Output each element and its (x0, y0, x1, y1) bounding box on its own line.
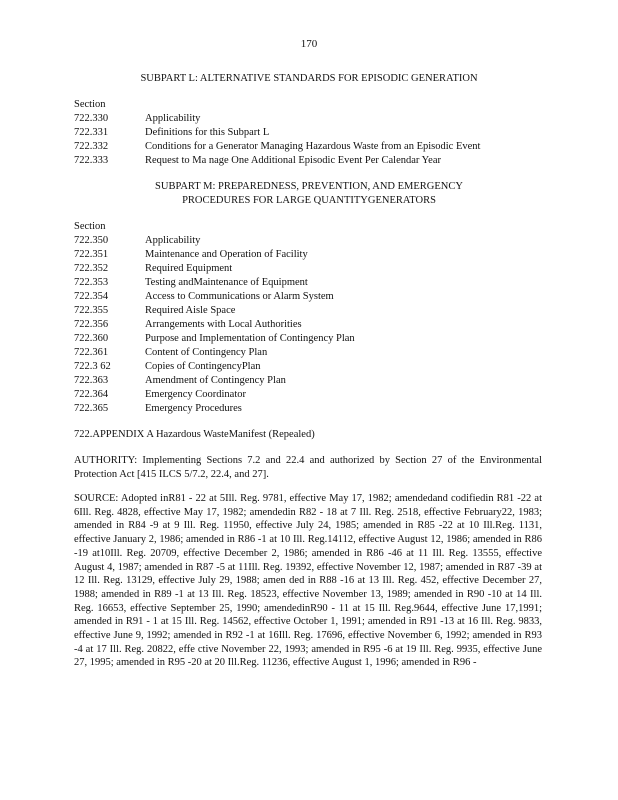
section-number: 722.363 (74, 375, 109, 386)
section-title: Arrangements with Local Authorities (145, 319, 302, 330)
subpart-l-table-of-contents (74, 98, 480, 168)
section-number: 722.354 (74, 291, 109, 302)
subpart-m-heading-line2: PROCEDURES FOR LARGE QUANTITYGENERATORS (182, 195, 436, 206)
section-title: Amendment of Contingency Plan (145, 375, 286, 386)
section-title: Access to Communications or Alarm System (145, 291, 334, 302)
section-number: 722.330 (74, 113, 109, 124)
section-title: Content of Contingency Plan (145, 347, 268, 358)
section-label: Section (74, 221, 106, 232)
section-number: 722.351 (74, 249, 109, 260)
section-number: 722.350 (74, 235, 109, 246)
toc-row (74, 262, 355, 276)
toc-row (74, 112, 480, 126)
section-title: Emergency Procedures (145, 403, 242, 414)
section-title: Conditions for a Generator Managing Hazardous Waste from an Episodic Event (145, 141, 481, 152)
toc-row (74, 154, 480, 168)
section-number: 722.352 (74, 263, 109, 274)
section-title: Maintenance and Operation of Facility (145, 249, 308, 260)
toc-row (74, 388, 355, 402)
section-number: 722.332 (74, 141, 109, 152)
section-number: 722.355 (74, 305, 109, 316)
subpart-m-table-of-contents (74, 220, 355, 416)
toc-row (74, 360, 355, 374)
section-title: Testing andMaintenance of Equipment (145, 277, 308, 288)
section-title: Applicability (145, 113, 201, 124)
section-number: 722.333 (74, 155, 109, 166)
toc-row (74, 126, 480, 140)
toc-row (74, 402, 355, 416)
section-title: Purpose and Implementation of Contingency Plan (145, 333, 355, 344)
toc-row (74, 290, 355, 304)
source-note: SOURCE: Adopted inR81 - 22 at 5Ill. Reg. 9781, effective May 17, 1982; amendedand codifiedin R81 -22 at 6Ill. Reg. 4828, effective May 17, 1982; amendedin R82 - 18 at 7 Ill. Reg. 2518, effective February22, 1983; amended in R84 -9 at 9 Ill. Reg. 11950, effective July 24, 1985; amended in R85 -22 at 10 Ill.Reg. 1131, effective January 2, 1986; amended in R86 -1 at 10 Ill. Reg.14112, effective August 12, 1986; amended in R86 -19 at10Ill. Reg. 20709, effective December 2, 1986; amended in R86 -46 at 11 Ill. Reg. 13555, effective August 4, 1987; amended in R87 -5 at 11Ill. Reg. 19392, effective November 12, 1987; amended in R87 -39 at 12 Ill. Reg. 13129, effective July 29, 1988; amen ded in R88 -16 at 13 Ill. Reg. 452, effective December 27, 1988; amended in R89 -1 at 13 Ill. Reg. 18523, effective November 13, 1989; amended in R90 -10 at 14 Ill. Reg. 16653, effective September 25, 1990; amendedinR90 - 11 at 15 Ill. Reg.9644, effective June 17,1991; amended in R91 - 1 at 15 Ill. Reg. 14562, effective October 1, 1991; amended in R91 -13 at 16 Ill. Reg. 9833, effective June 9, 1992; amended in R92 -1 at 16Ill. Reg. 17696, effective November 6, 1992; amended in R93 -4 at 17 Ill. Reg. 20822, effe ctive November 22, 1993; amended in R95 -6 at 19 Ill. Reg. 9935, effective June 27, 1995; amended in R95 -20 at 20 Ill.Reg. 11236, effective August 1, 1996; amended in R96 - (74, 493, 542, 669)
toc-row (74, 346, 355, 360)
section-number: 722.3 62 (74, 361, 111, 372)
section-title: Required Aisle Space (145, 305, 236, 316)
section-title: Request to Ma nage One Additional Episodic Event Per Calendar Year (145, 155, 441, 166)
subpart-m-heading-line1: SUBPART M: PREPAREDNESS, PREVENTION, AND EMERGENCY (155, 181, 463, 192)
toc-row (74, 318, 355, 332)
section-number: 722.360 (74, 333, 109, 344)
toc-row (74, 276, 355, 290)
section-number: 722.364 (74, 389, 109, 400)
section-label: Section (74, 99, 106, 110)
toc-row (74, 234, 355, 248)
subpart-l-heading: SUBPART L: ALTERNATIVE STANDARDS FOR EPISODIC GENERATION (140, 73, 478, 84)
toc-row (74, 332, 355, 346)
toc-row (74, 140, 480, 154)
appendix-entry: 722.APPENDIX A Hazardous WasteManifest (Repealed) (74, 429, 315, 440)
section-title: Required Equipment (145, 263, 233, 274)
section-number: 722.331 (74, 127, 109, 138)
section-title: Applicability (145, 235, 201, 246)
page-number: 170 (300, 38, 318, 50)
section-number: 722.365 (74, 403, 109, 414)
section-title: Emergency Coordinator (145, 389, 246, 400)
section-number: 722.361 (74, 347, 109, 358)
section-number: 722.356 (74, 319, 109, 330)
toc-row (74, 248, 355, 262)
section-title: Definitions for this Subpart L (145, 127, 270, 138)
toc-row (74, 304, 355, 318)
section-title: Copies of ContingencyPlan (145, 361, 261, 372)
section-number: 722.353 (74, 277, 109, 288)
authority-note: AUTHORITY: Implementing Sections 7.2 and 22.4 and authorized by Section 27 of the Environmental Protection Act [415 ILCS 5/7.2, 22.4, and 27]. (74, 455, 542, 480)
toc-row (74, 374, 355, 388)
